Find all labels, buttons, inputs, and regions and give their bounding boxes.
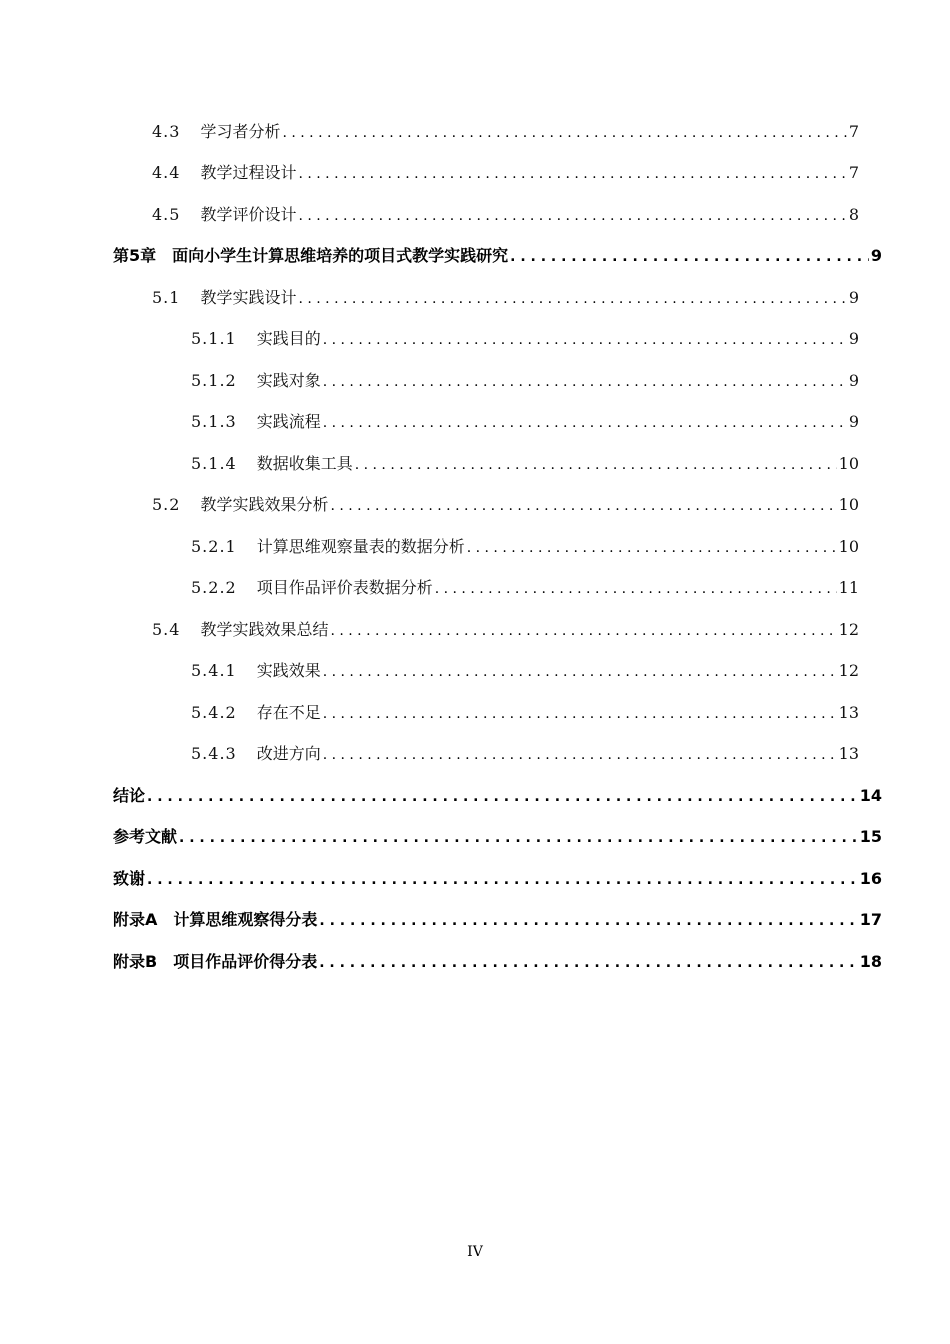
toc-entry[interactable] [191, 325, 859, 353]
toc-entry-page: 8 [848, 205, 859, 224]
toc-entry-page: 9 [848, 288, 859, 307]
toc-entry-title: 实践目的 [256, 329, 321, 348]
toc-entry-number: 5.1.1 [191, 329, 237, 348]
toc-entry-page: 10 [838, 537, 859, 556]
toc-entry-title: 教学过程设计 [200, 163, 297, 182]
toc-entry[interactable] [191, 657, 859, 685]
toc-entry[interactable] [191, 408, 859, 436]
toc-entry-title: 计算思维观察量表的数据分析 [256, 537, 465, 556]
dot-leader [147, 866, 858, 894]
dot-leader [298, 202, 846, 230]
toc-entry-page: 13 [838, 703, 859, 722]
toc-entry-number: 5.1.2 [191, 371, 237, 390]
toc-entry-number: 5.1.3 [191, 412, 237, 431]
toc-entry[interactable] [191, 699, 859, 727]
dot-leader [298, 160, 846, 188]
toc-entry-number: 附录A [113, 910, 158, 929]
dot-leader [147, 783, 858, 811]
toc-entry-page: 13 [838, 744, 859, 763]
dot-leader [467, 534, 837, 562]
toc-entry-title: 教学评价设计 [200, 205, 297, 224]
toc-entry-title: 教学实践设计 [200, 288, 297, 307]
toc-entry[interactable] [191, 740, 859, 768]
toc-entry-title: 计算思维观察得分表 [173, 910, 318, 929]
toc-entry-number: 5.4.3 [191, 744, 237, 763]
dot-leader [319, 907, 857, 935]
toc-entry[interactable] [191, 367, 859, 395]
toc-entry-page: 17 [859, 910, 882, 929]
toc-entry-number: 5.4.1 [191, 661, 237, 680]
toc-entry[interactable] [152, 616, 859, 644]
toc-entry-page: 10 [838, 495, 859, 514]
dot-leader [323, 700, 837, 728]
toc-entry-number: 4.4 [152, 163, 181, 182]
toc-entry-page: 11 [838, 578, 859, 597]
toc-entry-page: 7 [848, 122, 859, 141]
toc-entry-number: 5.2.2 [191, 578, 237, 597]
dot-leader [323, 368, 847, 396]
toc-entry-title: 改进方向 [256, 744, 321, 763]
toc-entry-title: 实践效果 [256, 661, 321, 680]
dot-leader [298, 285, 846, 313]
toc-entry-number: 5.4.2 [191, 703, 237, 722]
dot-leader [330, 492, 836, 520]
toc-entry-title: 结论 [113, 786, 146, 805]
toc-entry[interactable] [152, 201, 859, 229]
toc-entry-page: 12 [838, 661, 859, 680]
toc-entry-page: 14 [859, 786, 882, 805]
dot-leader [510, 243, 869, 271]
toc-entry-page: 18 [859, 952, 882, 971]
toc-entry[interactable] [152, 284, 859, 312]
toc-entry[interactable] [191, 450, 859, 478]
toc-entry-title: 参考文献 [113, 827, 178, 846]
toc-entry-page: 9 [870, 246, 882, 265]
toc-entry-page: 16 [859, 869, 882, 888]
dot-leader [323, 326, 847, 354]
toc-entry-title: 教学实践效果总结 [200, 620, 329, 639]
toc-entry-page: 10 [838, 454, 859, 473]
toc-entry-title: 项目作品评价得分表 [173, 952, 318, 971]
toc-entry[interactable] [152, 159, 859, 187]
toc-entry-number: 附录B [113, 952, 158, 971]
toc-entry-title: 学习者分析 [200, 122, 281, 141]
toc-entry-number: 5.2.1 [191, 537, 237, 556]
toc-entry[interactable] [113, 906, 882, 934]
dot-leader [323, 741, 837, 769]
dot-leader [330, 617, 836, 645]
toc-entry-page: 9 [848, 371, 859, 390]
toc-entry[interactable] [113, 948, 882, 976]
toc-entry-title: 面向小学生计算思维培养的项目式教学实践研究 [172, 246, 509, 265]
dot-leader [435, 575, 837, 603]
toc-entry-title: 实践对象 [256, 371, 321, 390]
toc-entry[interactable] [113, 865, 882, 893]
toc-entry[interactable] [113, 782, 882, 810]
page-number: IV [467, 1244, 483, 1260]
toc-entry-title: 致谢 [113, 869, 146, 888]
toc-entry-number: 5.1.4 [191, 454, 237, 473]
toc-entry[interactable] [152, 118, 859, 146]
toc-entry[interactable] [113, 823, 882, 851]
toc-entry-page: 15 [859, 827, 882, 846]
dot-leader [179, 824, 858, 852]
dot-leader [323, 658, 837, 686]
dot-leader [319, 949, 858, 977]
toc-entry-number: 4.5 [152, 205, 181, 224]
toc-entry-number: 5.4 [152, 620, 181, 639]
toc-entry-number: 5.1 [152, 288, 181, 307]
toc-entry[interactable] [191, 533, 859, 561]
toc-entry[interactable] [113, 242, 882, 270]
toc-entry-page: 9 [848, 329, 859, 348]
toc-entry-title: 教学实践效果分析 [200, 495, 329, 514]
dot-leader [282, 119, 846, 147]
toc-entry-number: 第5章 [113, 246, 157, 265]
toc-entry[interactable] [191, 574, 859, 602]
toc-entry-title: 项目作品评价表数据分析 [256, 578, 433, 597]
toc-entry-number: 4.3 [152, 122, 181, 141]
toc-entry-page: 7 [848, 163, 859, 182]
toc-entry-page: 9 [848, 412, 859, 431]
toc-entry-title: 数据收集工具 [256, 454, 353, 473]
toc-entry-page: 12 [838, 620, 859, 639]
toc-entry-number: 5.2 [152, 495, 181, 514]
toc-entry[interactable] [152, 491, 859, 519]
dot-leader [355, 451, 837, 479]
toc-entry-title: 实践流程 [256, 412, 321, 431]
dot-leader [323, 409, 847, 437]
toc-entry-title: 存在不足 [256, 703, 321, 722]
